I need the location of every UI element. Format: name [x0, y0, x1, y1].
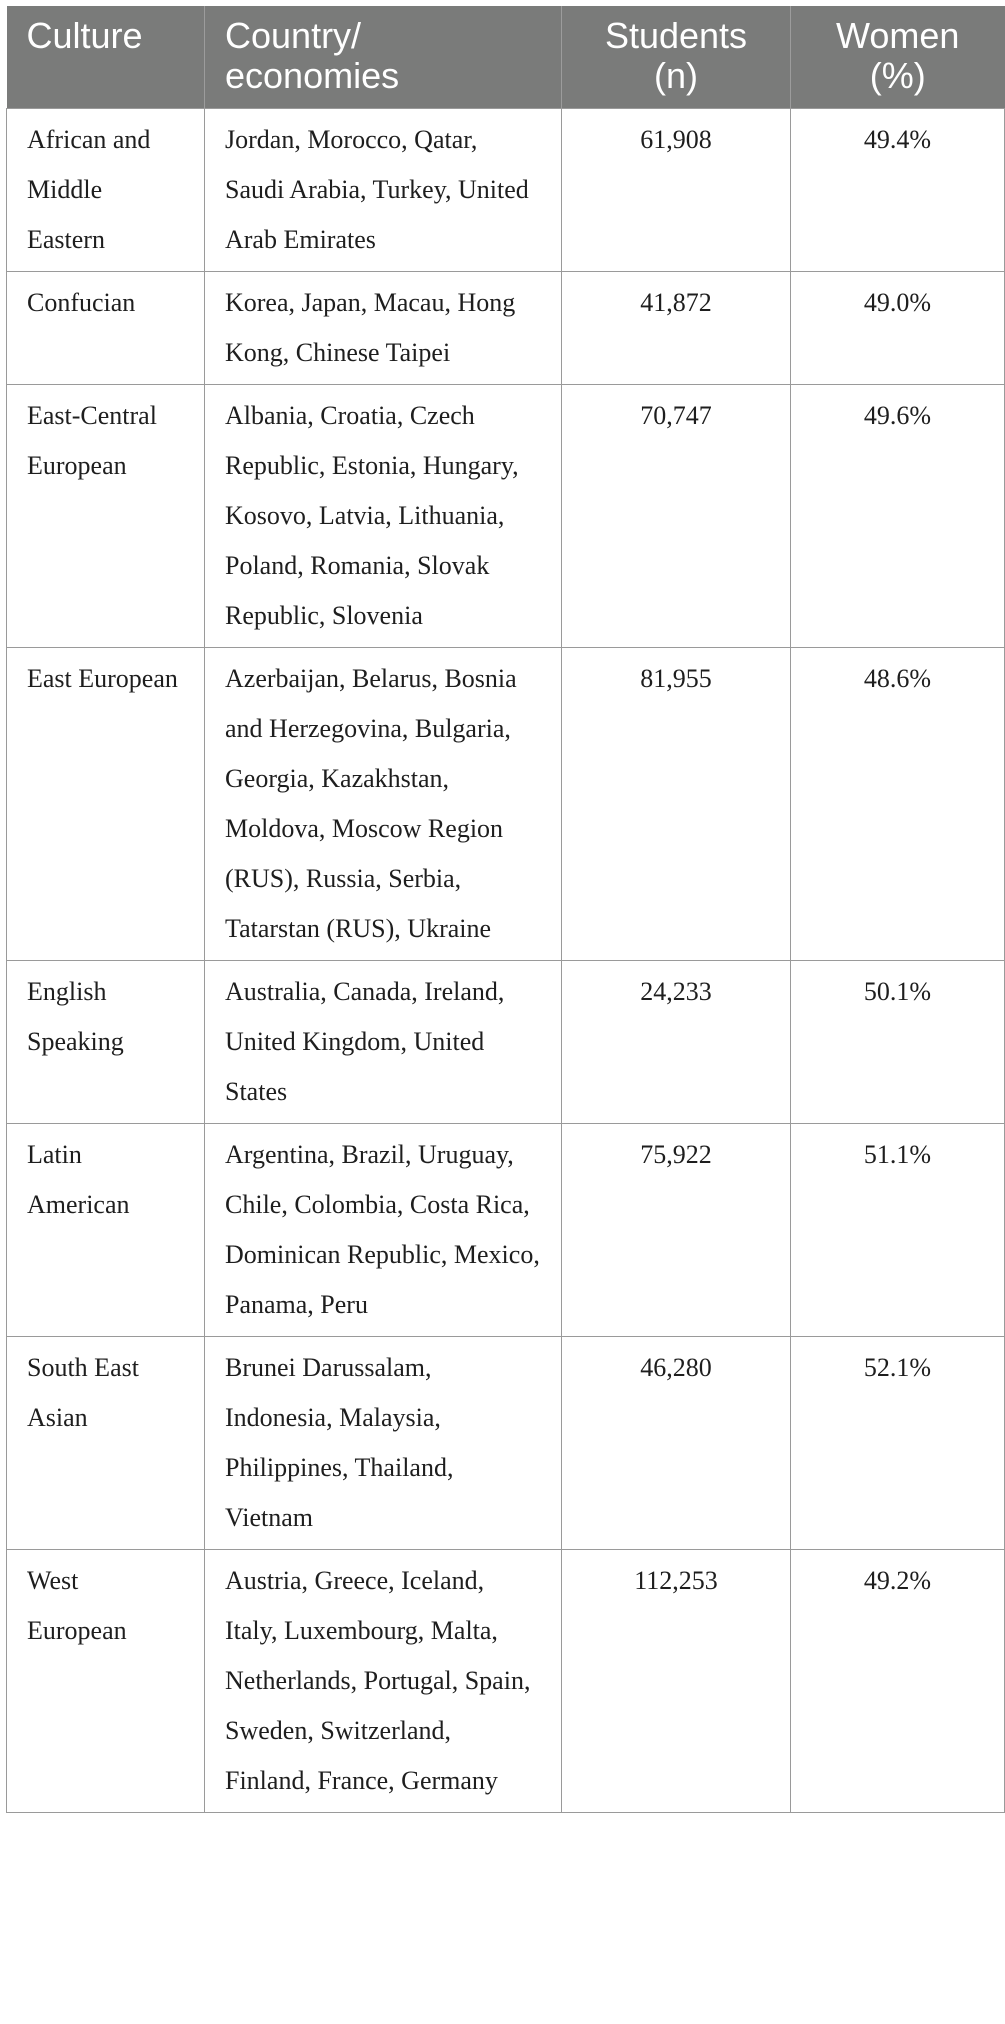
cell-students: 70,747 [562, 385, 791, 648]
cell-culture: English Speaking [7, 961, 205, 1124]
table-row [7, 385, 1005, 648]
cell-students: 112,253 [562, 1550, 791, 1813]
cell-women: 48.6% [791, 648, 1005, 961]
table-row [7, 272, 1005, 385]
cell-countries: Azerbaijan, Belarus, Bosnia and Herzegovina, Bulgaria, Georgia, Kazakhstan, Moldova, Moscow Region (RUS), Russia, Serbia, Tatarstan (RUS), Ukraine [205, 648, 562, 961]
cell-culture: East European [7, 648, 205, 961]
cell-countries: Korea, Japan, Macau, Hong Kong, Chinese Taipei [205, 272, 562, 385]
header-row [7, 6, 1005, 109]
table-row [7, 1550, 1005, 1813]
cell-women: 50.1% [791, 961, 1005, 1124]
culture-table-container [6, 6, 1004, 1813]
cell-women: 49.2% [791, 1550, 1005, 1813]
table-row [7, 109, 1005, 272]
cell-countries: Austria, Greece, Iceland, Italy, Luxembourg, Malta, Netherlands, Portugal, Spain, Sweden, Switzerland, Finland, France, Germany [205, 1550, 562, 1813]
table-body [7, 109, 1005, 1813]
cell-culture: Latin American [7, 1124, 205, 1337]
header-country: Country/ economies [205, 6, 562, 109]
cell-countries: Brunei Darussalam, Indonesia, Malaysia, Philippines, Thailand, Vietnam [205, 1337, 562, 1550]
cell-women: 49.6% [791, 385, 1005, 648]
cell-culture: West European [7, 1550, 205, 1813]
header-culture: Culture [7, 6, 205, 109]
cell-countries: Albania, Croatia, Czech Republic, Estonia, Hungary, Kosovo, Latvia, Lithuania, Poland, Romania, Slovak Republic, Slovenia [205, 385, 562, 648]
culture-table [6, 6, 1005, 1813]
cell-women: 49.0% [791, 272, 1005, 385]
cell-culture: African and Middle Eastern [7, 109, 205, 272]
cell-students: 41,872 [562, 272, 791, 385]
table-row [7, 1337, 1005, 1550]
cell-students: 81,955 [562, 648, 791, 961]
cell-culture: South East Asian [7, 1337, 205, 1550]
cell-women: 49.4% [791, 109, 1005, 272]
header-students: Students (n) [562, 6, 791, 109]
cell-students: 24,233 [562, 961, 791, 1124]
cell-students: 61,908 [562, 109, 791, 272]
cell-countries: Australia, Canada, Ireland, United Kingdom, United States [205, 961, 562, 1124]
cell-countries: Jordan, Morocco, Qatar, Saudi Arabia, Turkey, United Arab Emirates [205, 109, 562, 272]
cell-culture: East-Central European [7, 385, 205, 648]
table-row [7, 648, 1005, 961]
cell-women: 51.1% [791, 1124, 1005, 1337]
table-row [7, 1124, 1005, 1337]
cell-students: 75,922 [562, 1124, 791, 1337]
cell-women: 52.1% [791, 1337, 1005, 1550]
table-row [7, 961, 1005, 1124]
table-header [7, 6, 1005, 109]
cell-countries: Argentina, Brazil, Uruguay, Chile, Colombia, Costa Rica, Dominican Republic, Mexico, Panama, Peru [205, 1124, 562, 1337]
cell-students: 46,280 [562, 1337, 791, 1550]
header-women: Women (%) [791, 6, 1005, 109]
cell-culture: Confucian [7, 272, 205, 385]
